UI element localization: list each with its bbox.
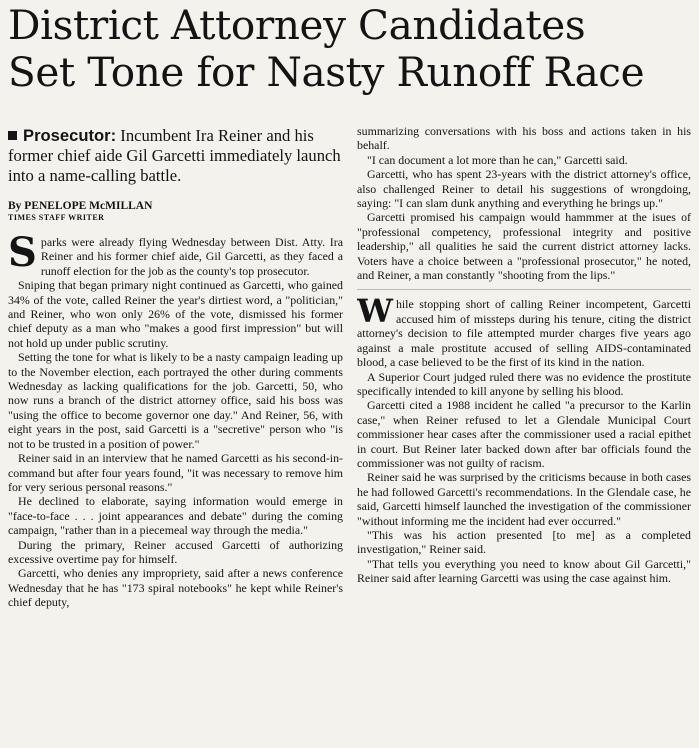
paragraph: A Superior Court judged ruled there was no evidence the prostitute specifically intended to kill anyone by selling his blood. <box>357 369 691 398</box>
drop-cap: W <box>357 292 393 331</box>
byline-staff: TIMES STAFF WRITER <box>8 213 105 222</box>
paragraph: "That tells you everything you need to know about Gil Garcetti," Reiner said after learning Garcetti was using the case against him. <box>357 556 691 586</box>
paragraph: During the primary, Reiner accused Garcetti of authorizing excessive overtime pay for himself. <box>8 537 343 566</box>
section-divider <box>357 289 691 290</box>
headline <box>8 2 692 96</box>
lead-text: parks were already flying Wednesday between Dist. Atty. Ira Reiner and his former chief aide, Gil Garcetti, as they faced a runoff election for the job as the county's top prosecutor. <box>40 235 343 278</box>
continuation-paragraph: summarizing conversations with his boss and actions taken in his behalf. <box>357 124 691 153</box>
paragraph: Garcetti cited a 1988 incident he called "a precursor to the Karlin case," when Reiner refused to let a Glendale Municipal Court commissioner hear cases after the commissioner used a racial epithet in court. But Reiner later backed down after bar officials found the commissioner was not guilty of racism. <box>357 398 691 470</box>
paragraph: Setting the tone for what is likely to be a nasty campaign leading up to the November election, each portrayed the other during comments Wednesday as lacking qualifications for the job. Garcetti, 50, who now runs a branch of the district attorney office, said his boss was "using the office to become governor one day." And Reiner, 56, with eight years in the post, said Garcetti is a "secretive" person who "is not to be trusted in a position of power." <box>8 350 343 451</box>
byline: By PENELOPE McMILLAN <box>8 200 153 212</box>
paragraph: Garcetti promised his campaign would hammmer at the isues of "professional competency, professional integrity and positive leadership," all qualities he said the current district attorney lacks. Voters have a choice between a "professional prosecutor," he noted, and Reiner, a man constantly "shooting from the lips." <box>357 210 691 283</box>
paragraph: "This was his action presented [to me] as a completed investigation," Reiner said. <box>357 527 691 557</box>
section-lead-text: hile stopping short of calling Reiner incompetent, Garcetti accused him of missteps during his tenure, citing the district attorney's decision to file attempted murder charges five years ago against a male prostitute accused of selling AIDS-contaminated blood, a case believed to be the first of its kind in the nation. <box>357 297 691 370</box>
headline-line-2: Set Tone for Nasty Runoff Race <box>8 48 645 96</box>
paragraph: Reiner said he was surprised by the criticisms because in both cases he had followed Garcetti's recommendations. In the Glendale case, he said, Garcetti himself launched the investigation of the commissioner "without informing me the incident had ever occurred." <box>357 470 691 528</box>
left-column <box>8 126 343 748</box>
deck-text: Incumbent Ira Reiner and his former chief aide Gil Garcetti immediately launch into a name-calling battle. <box>8 126 341 185</box>
drop-cap: S <box>8 229 37 276</box>
paragraph: Reiner said in an interview that he named Garcetti as his second-in-command but after four years found, "it was necessary to remove him for very serious personal reasons." <box>8 451 343 494</box>
deck-kicker: Prosecutor: <box>23 126 117 145</box>
headline-line-1: District Attorney Candidates <box>8 1 586 49</box>
right-column <box>357 124 691 748</box>
square-bullet-icon <box>8 131 17 140</box>
deck <box>8 126 343 186</box>
paragraph: Sniping that began primary night continued as Garcetti, who gained 34% of the vote, called Reiner the year's dirtiest word, a "politician," and Reiner, who won only 26% of the vote, dismissed his former chief deputy as a man who "makes a good first impression" but will not hold up under public scrutiny. <box>8 278 343 350</box>
paragraph: "I can document a lot more than he can," Garcetti said. <box>367 152 628 167</box>
section-lead-paragraph <box>357 292 691 370</box>
paragraph: Garcetti, who denies any impropriety, said after a news conference Wednesday that he has "173 spiral notebooks" he kept while Reiner's chief deputy, <box>8 566 343 610</box>
paragraph: He declined to elaborate, saying information would emerge in "face-to-face . . . joint appearances and debate" during the coming campaign, "rather than in a piecemeal way through the media." <box>8 494 343 538</box>
paragraph: Garcetti, who has spent 23-years with the district attorney's office, also challenged Reiner to detail his suggestions of wrongdoing, saying: "I can slam dunk anything and everything he brings up." <box>357 167 691 211</box>
lead-paragraph <box>8 229 343 278</box>
